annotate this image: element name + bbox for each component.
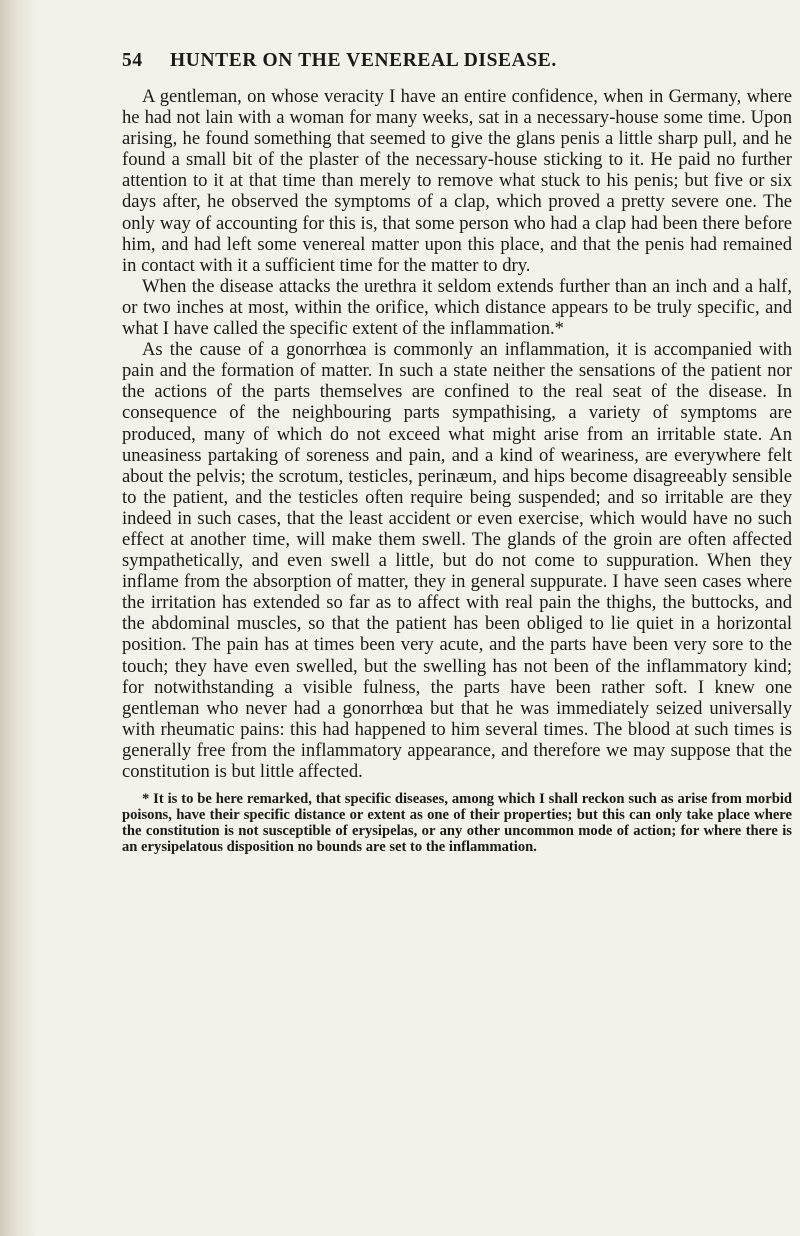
- footnote: [122, 792, 792, 856]
- paragraph-cause-inflammation: As the cause of a gonorrhœa is commonly an inflammation, it is accompanied with pain and the formation of matter. In such a state neither the sensations of the patient nor the actions of the parts themselves are confined to the real seat of the disease. In consequence of the neighbouring parts sympathising, a variety of symptoms are produced, many of which do not exceed what might arise from an irritable state. An uneasiness partaking of soreness and pain, and a kind of weariness, are everywhere felt about the pelvis; the scrotum, testicles, perinæum, and hips become disagreeably sensible to the patient, and the testicles often require being suspended; and so irritable are they indeed in such cases, that the least accident or even exercise, which would have no such effect at another time, will make them swell. The glands of the groin are often affected sympathetically, and even swell a little, but do not come to suppuration. When they inflame from the absorption of matter, they in general suppurate. I have seen cases where the irritation has extended so far as to affect with real pain the thighs, the buttocks, and the abdominal muscles, so that the patient has been obliged to lie quiet in a horizontal position. The pain has at times been very acute, and the parts have been very sore to the touch; they have even swelled, but the swelling has not been of the inflammatory kind; for notwithstanding a visible fulness, the parts have been rather soft. I knew one gentleman who never had a gonorrhœa but that he was immediately seized universally with rheumatic pains: this had happened to him several times. The blood at such times is generally free from the inflammatory appearance, and therefore we may suppose that the constitution is but little affected.: [122, 339, 792, 782]
- page-number: 54: [122, 50, 143, 71]
- paragraph-gentleman-germany: A gentleman, on whose veracity I have an entire confidence, when in Germany, where he had not lain with a woman for many weeks, sat in a necessary-house some time. Upon arising, he found something that seemed to give the glans penis a little sharp pull, and he found a small bit of the plaster of the necessary-house sticking to it. He paid no further attention to it at that time than merely to remove what stuck to his penis; but five or six days after, he observed the symptoms of a clap, which proved a pretty severe one. The only way of accounting for this is, that some person who had a clap had been there before him, and had left some venereal matter upon this place, and that the penis had remained in contact with it a sufficient time for the matter to dry.: [122, 86, 792, 276]
- paragraph-urethra-extent: When the disease attacks the urethra it seldom extends further than an inch and a half, or two inches at most, within the orifice, which distance appears to be truly specific, and what I have called the specific extent of the inflammation.*: [122, 275, 792, 340]
- running-head: [122, 50, 792, 72]
- book-page: [122, 50, 792, 856]
- body-text: [122, 86, 792, 782]
- footnote-text: * It is to be here remarked, that specific diseases, among which I shall reckon such as arise from morbid poisons, have their specific distance or extent as one of their properties; but this can only take place where the constitution is not susceptible of erysipelas, or any other uncommon mode of action; for where there is an erysipelatous disposition no bounds are set to the inflammation.: [122, 791, 792, 855]
- page-gutter-shadow: [0, 0, 38, 1236]
- running-title: HUNTER ON THE VENEREAL DISEASE.: [170, 50, 557, 71]
